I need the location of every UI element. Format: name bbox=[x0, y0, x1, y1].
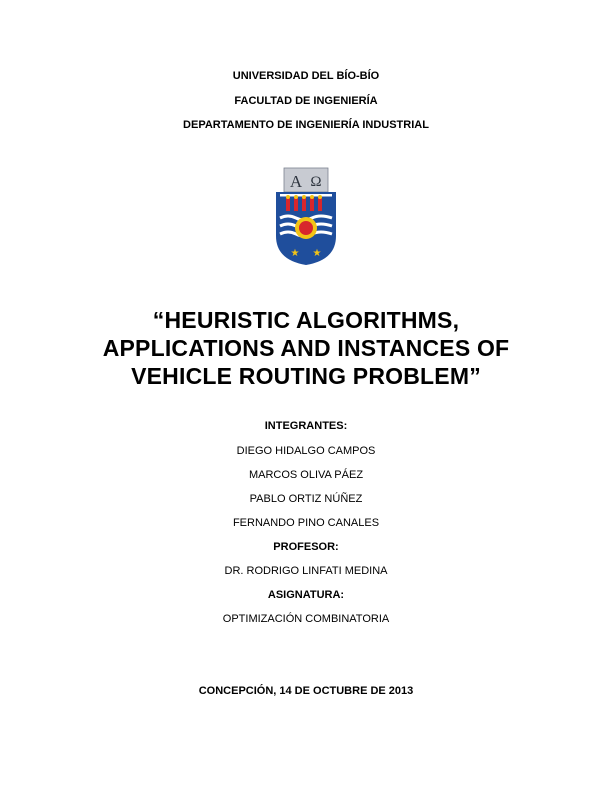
svg-text:★: ★ bbox=[312, 248, 322, 259]
professor-label: PROFESOR: bbox=[273, 541, 339, 553]
course-name: OPTIMIZACIÓN COMBINATORIA bbox=[222, 613, 390, 625]
member-name: PABLO ORTIZ NÚÑEZ bbox=[249, 493, 363, 505]
svg-text:A: A bbox=[289, 172, 303, 191]
university-name: UNIVERSIDAD DEL BÍO-BÍO bbox=[232, 70, 380, 82]
member-name: DIEGO HIDALGO CAMPOS bbox=[236, 445, 376, 457]
members-label: INTEGRANTES: bbox=[264, 420, 348, 432]
member-name: FERNANDO PINO CANALES bbox=[232, 517, 380, 529]
member-name: MARCOS OLIVA PÁEZ bbox=[248, 469, 364, 481]
svg-text:Ω: Ω bbox=[310, 174, 322, 190]
svg-text:★: ★ bbox=[290, 248, 300, 259]
date-place: CONCEPCIÓN, 14 DE OCTUBRE DE 2013 bbox=[198, 685, 414, 697]
professor-name: DR. RODRIGO LINFATI MEDINA bbox=[224, 565, 388, 577]
faculty-name: FACULTAD DE INGENIERÍA bbox=[234, 95, 378, 107]
department-name: DEPARTAMENTO DE INGENIERÍA INDUSTRIAL bbox=[183, 119, 429, 131]
university-crest-logo bbox=[274, 166, 338, 266]
course-label: ASIGNATURA: bbox=[267, 589, 345, 601]
